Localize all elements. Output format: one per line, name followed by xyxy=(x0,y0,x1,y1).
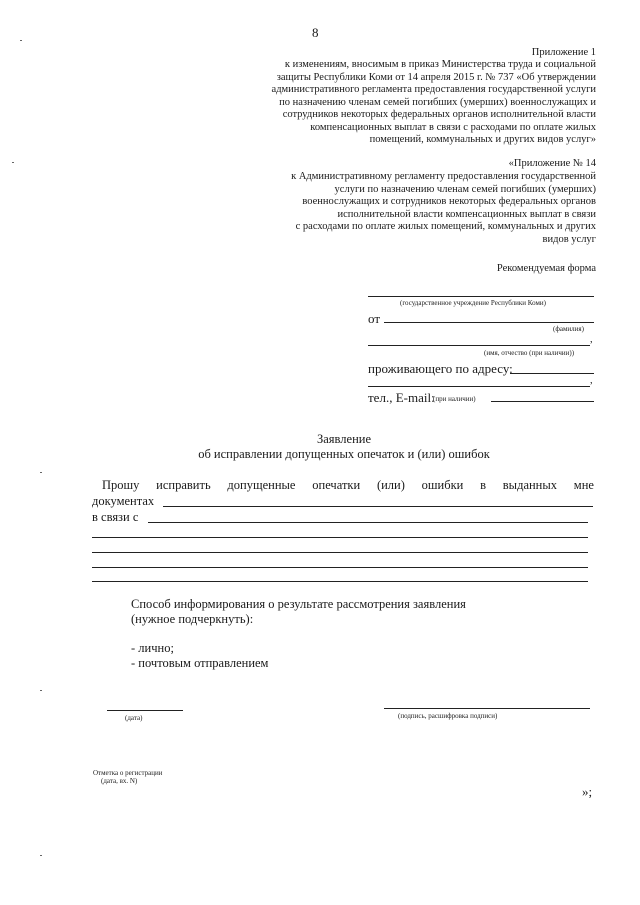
statement-subtitle: об исправлении допущенных опечаток и (или) ошибок xyxy=(198,447,490,461)
scan-speck xyxy=(40,690,42,691)
notification-line-1: Способ информирования о результате рассмотрения заявления xyxy=(131,597,466,611)
request-word: Прошу xyxy=(102,478,140,492)
page-number: 8 xyxy=(312,25,319,40)
request-word: опечатки xyxy=(312,478,361,492)
agency-line xyxy=(368,296,594,297)
signature-line[interactable] xyxy=(384,708,590,709)
signature-caption: (подпись, расшифровка подписи) xyxy=(398,712,498,720)
notification-line-2: (нужное подчеркнуть): xyxy=(131,612,254,626)
request-line xyxy=(92,478,594,493)
date-line[interactable] xyxy=(107,710,183,711)
name-caption: (имя, отчество (при наличии)) xyxy=(484,349,575,357)
surname-caption: (фамилия) xyxy=(553,325,584,333)
request-word: выданных xyxy=(502,478,558,492)
registration-label: Отметка о регистрации xyxy=(93,769,163,777)
appendix-1-line: компенсационных выплат в связи с расходами по оплате жилых xyxy=(310,121,596,133)
appendix-1-line: административного регламента предоставления государственной услуги xyxy=(271,84,596,95)
address-line-1 xyxy=(510,373,594,374)
notification-option-mail[interactable]: - почтовым отправлением xyxy=(131,656,269,670)
address-comma: , xyxy=(590,375,593,386)
request-word: (или) xyxy=(376,478,405,492)
scan-speck xyxy=(40,855,42,856)
from-label: от xyxy=(368,311,381,326)
name-comma: , xyxy=(590,334,593,345)
address-line-2 xyxy=(368,386,590,387)
surname-line xyxy=(384,322,594,323)
appendix-1-text xyxy=(236,59,596,147)
request-word: допущенные xyxy=(227,478,296,492)
appendix-14-line: военнослужащих и сотрудников некоторых федеральных органов xyxy=(302,196,596,207)
phone-line xyxy=(491,401,594,402)
appendix-1-line: помещений, коммунальных и других видов услуг» xyxy=(369,134,596,145)
reason-label: в связи с xyxy=(92,510,139,524)
appendix-1-title: Приложение 1 xyxy=(531,47,596,58)
request-word: в xyxy=(480,478,487,492)
recommended-form-label: Рекомендуемая форма xyxy=(496,263,596,274)
appendix-1-line: по назначению членам семей погибших (умерших) военнослужащих и xyxy=(279,96,596,108)
documents-line[interactable] xyxy=(163,506,593,507)
scan-speck xyxy=(40,472,42,473)
reason-extra-line[interactable] xyxy=(92,581,588,582)
statement-title: Заявление xyxy=(316,432,371,446)
notification-option-personal[interactable]: - лично; xyxy=(131,641,174,655)
appendix-14-line: с расходами по оплате жилых помещений, коммунальных и других xyxy=(295,221,596,232)
registration-caption: (дата, вх. N) xyxy=(101,777,138,785)
reason-extra-line[interactable] xyxy=(92,567,588,568)
closing-mark: »; xyxy=(582,784,593,799)
appendix-14-title: «Приложение № 14 xyxy=(508,158,596,169)
appendix-14-line: к Административному регламенту предоставления государственной xyxy=(291,171,596,182)
reason-line[interactable] xyxy=(148,522,588,523)
appendix-14-line: услуги по назначению членам семей погибших (умерших) xyxy=(334,183,596,195)
request-word: ошибки xyxy=(421,478,464,492)
address-label: проживающего по адресу: xyxy=(368,361,513,376)
date-caption: (дата) xyxy=(125,714,143,722)
scan-speck xyxy=(20,40,22,41)
agency-caption: (государственное учреждение Республики Коми) xyxy=(400,299,546,307)
appendix-1-line: защиты Республики Коми от 14 апреля 2015 г. № 737 «Об утверждении xyxy=(276,71,596,83)
reason-extra-line[interactable] xyxy=(92,537,588,538)
name-line xyxy=(368,345,590,346)
documents-label: документах xyxy=(92,494,155,508)
appendix-1-line: сотрудников некоторых федеральных органов исполнительной власти xyxy=(282,109,596,120)
appendix-1-line: к изменениям, вносимым в приказ Министерства труда и социальной xyxy=(284,59,596,70)
scan-speck xyxy=(12,162,14,163)
request-word: мне xyxy=(573,478,594,492)
phone-caption: (при наличии) xyxy=(433,395,476,403)
request-word: исправить xyxy=(156,478,211,492)
appendix-14-text xyxy=(236,171,596,246)
reason-extra-line[interactable] xyxy=(92,552,588,553)
phone-label: тел., E-mail: xyxy=(368,390,435,405)
appendix-14-line: видов услуг xyxy=(542,233,596,245)
appendix-14-line: исполнительной власти компенсационных выплат в связи xyxy=(337,208,596,220)
